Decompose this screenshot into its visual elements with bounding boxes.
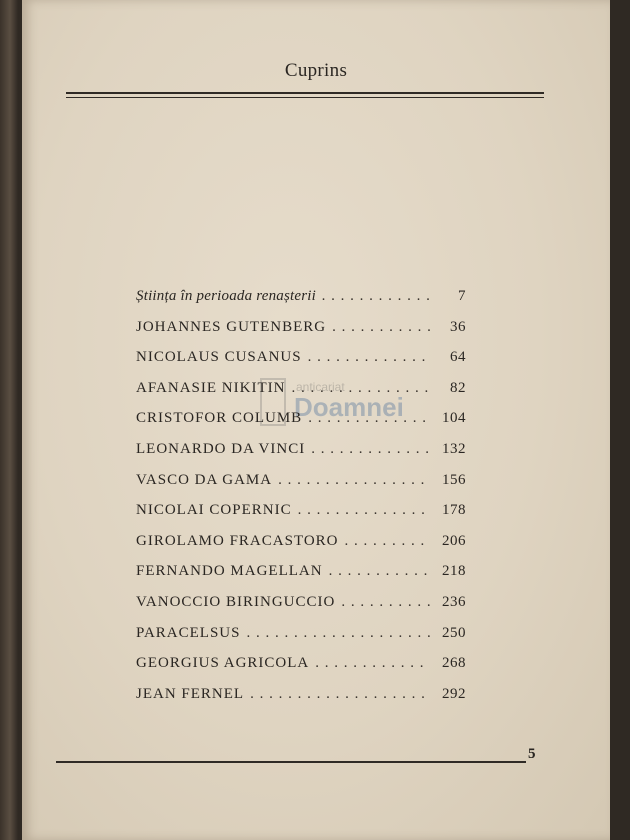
toc-entry-title: VASCO DA GAMA [136,471,273,488]
toc-leader-dots [305,441,430,458]
toc-entry-title: Știința în perioada renașterii [136,288,317,304]
toc-entry [136,655,466,686]
toc-entry-title: CRISTOFOR COLUMB [136,410,303,427]
toc-leader-dots [240,625,430,642]
toc-leader-dots [302,349,430,366]
toc-entry [136,380,466,411]
toc-entry-title: LEONARDO DA VINCI [136,440,306,457]
toc-entry [136,472,466,503]
toc-entry-page: 236 [442,593,466,610]
watermark-text: Doamnei [294,392,404,422]
toc-entry-page: 156 [442,471,466,488]
toc-leader-dots [326,319,430,336]
toc-entry-page: 206 [442,532,466,549]
toc-entry-title: NICOLAI COPERNIC [136,502,292,519]
toc-leader-dots [335,594,430,611]
toc-leader-dots [339,533,430,550]
toc-entry-title: VANOCCIO BIRINGUCCIO [136,593,336,610]
toc-leader-dots [309,655,430,672]
toc-entry [136,319,466,350]
toc-entry-title: JEAN FERNEL [136,685,245,702]
page-number: 5 [528,746,536,762]
toc-entry [136,410,466,441]
toc-entry-page: 7 [458,288,466,304]
book-page [22,0,610,840]
toc-entry-page: 82 [450,379,466,396]
toc-entry-title: FERNANDO MAGELLAN [136,563,323,580]
toc-entry-title: GEORGIUS AGRICOLA [136,655,310,672]
toc-leader-dots [272,472,430,489]
toc-leader-dots [244,686,430,703]
toc-entry [136,563,466,594]
watermark-subtext: anticariat [296,380,345,394]
toc-entry-title: GIROLAMO FRACASTORO [136,532,339,549]
toc-entry-title: AFANASIE NIKITIN [136,379,286,396]
toc-entry [136,502,466,533]
toc-entry-title: PARACELSUS [136,624,241,641]
title-rule-thick [66,92,544,94]
toc-entry-page: 132 [442,440,466,457]
toc-entry [136,594,466,625]
table-of-contents [136,288,466,716]
toc-entry [136,349,466,380]
toc-leader-dots [302,410,430,427]
toc-leader-dots [316,288,430,305]
toc-entry-page: 250 [442,624,466,641]
toc-leader-dots [285,380,430,397]
toc-entry-page: 36 [450,318,466,335]
footer-rule [56,761,526,763]
toc-entry-page: 64 [450,349,466,366]
page-title: Cuprins [284,60,348,81]
title-rule-thin [66,97,544,98]
toc-entry-title: JOHANNES GUTENBERG [136,318,327,335]
toc-entry [136,288,466,319]
toc-entry-page: 178 [442,502,466,519]
toc-leader-dots [323,563,430,580]
toc-entry [136,441,466,472]
toc-entry-page: 104 [442,410,466,427]
toc-entry-page: 268 [442,655,466,672]
toc-leader-dots [292,502,430,519]
toc-entry-page: 218 [442,563,466,580]
toc-entry-page: 292 [442,685,466,702]
toc-entry [136,686,466,717]
toc-entry [136,533,466,564]
toc-entry-title: NICOLAUS CUSANUS [136,349,302,366]
toc-entry [136,625,466,656]
